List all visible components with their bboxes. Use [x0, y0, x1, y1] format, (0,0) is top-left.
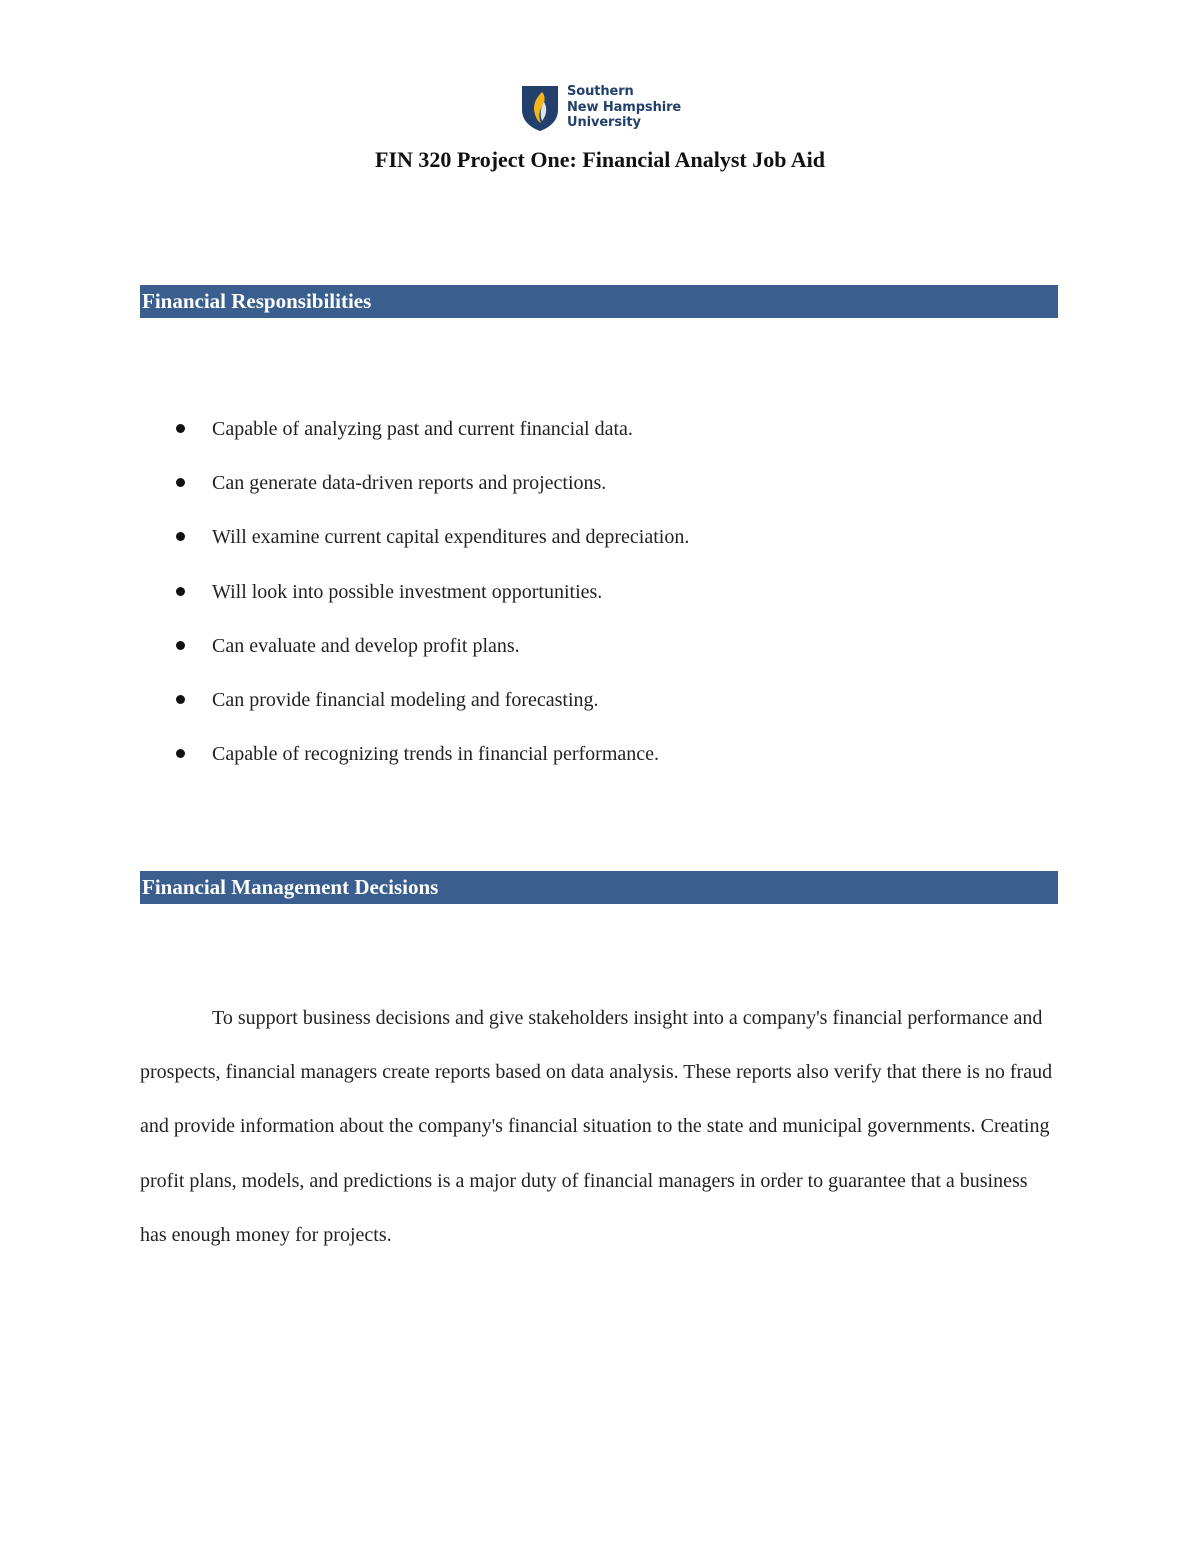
list-item-text: Can evaluate and develop profit plans. — [212, 634, 520, 657]
list-item-text: Can generate data-driven reports and projections. — [212, 472, 607, 495]
bullet-icon — [176, 532, 185, 541]
decisions-paragraph: To support business decisions and give stakeholders insight into a company's financial performance and prospects, financial managers create reports based on data analysis. These reports also verify that there is no fraud and provide information about the company's financial situation to the state and municipal governments. Creating profit plans, models, and predictions is a major duty of financial managers in order to guarantee that a business has enough money for projects. — [140, 1007, 1053, 1246]
section-heading-responsibilities: Financial Responsibilities — [140, 285, 1058, 318]
list-item — [140, 464, 1058, 518]
logo-line-2: New Hampshire — [567, 99, 682, 115]
document-title: FIN 320 Project One: Financial Analyst Job Aid — [375, 147, 825, 172]
logo-line-3: University — [567, 115, 641, 130]
section-heading-decisions: Financial Management Decisions — [140, 871, 1058, 904]
list-item-text: Can provide financial modeling and forecasting. — [212, 688, 599, 711]
logo-line-1: Southern — [567, 84, 634, 99]
logo-wordmark — [567, 84, 681, 131]
list-item — [140, 735, 1058, 789]
bullet-icon — [176, 587, 185, 596]
list-item — [140, 410, 1058, 464]
bullet-icon — [176, 749, 185, 758]
bullet-icon — [176, 695, 185, 704]
list-item — [140, 627, 1058, 681]
list-item-text: Will look into possible investment opportunities. — [212, 580, 603, 603]
list-item — [140, 573, 1058, 627]
list-item-text: Capable of recognizing trends in financial performance. — [212, 743, 660, 766]
list-item — [140, 518, 1058, 572]
list-item — [140, 681, 1058, 735]
bullet-icon — [176, 424, 185, 433]
list-item-text: Capable of analyzing past and current financial data. — [212, 418, 633, 440]
bullet-icon — [176, 478, 185, 487]
shield-flame-icon — [520, 84, 560, 132]
university-logo — [520, 84, 690, 132]
list-item-text: Will examine current capital expenditures and depreciation. — [212, 526, 690, 549]
responsibilities-list — [140, 410, 1058, 789]
bullet-icon — [176, 641, 185, 650]
